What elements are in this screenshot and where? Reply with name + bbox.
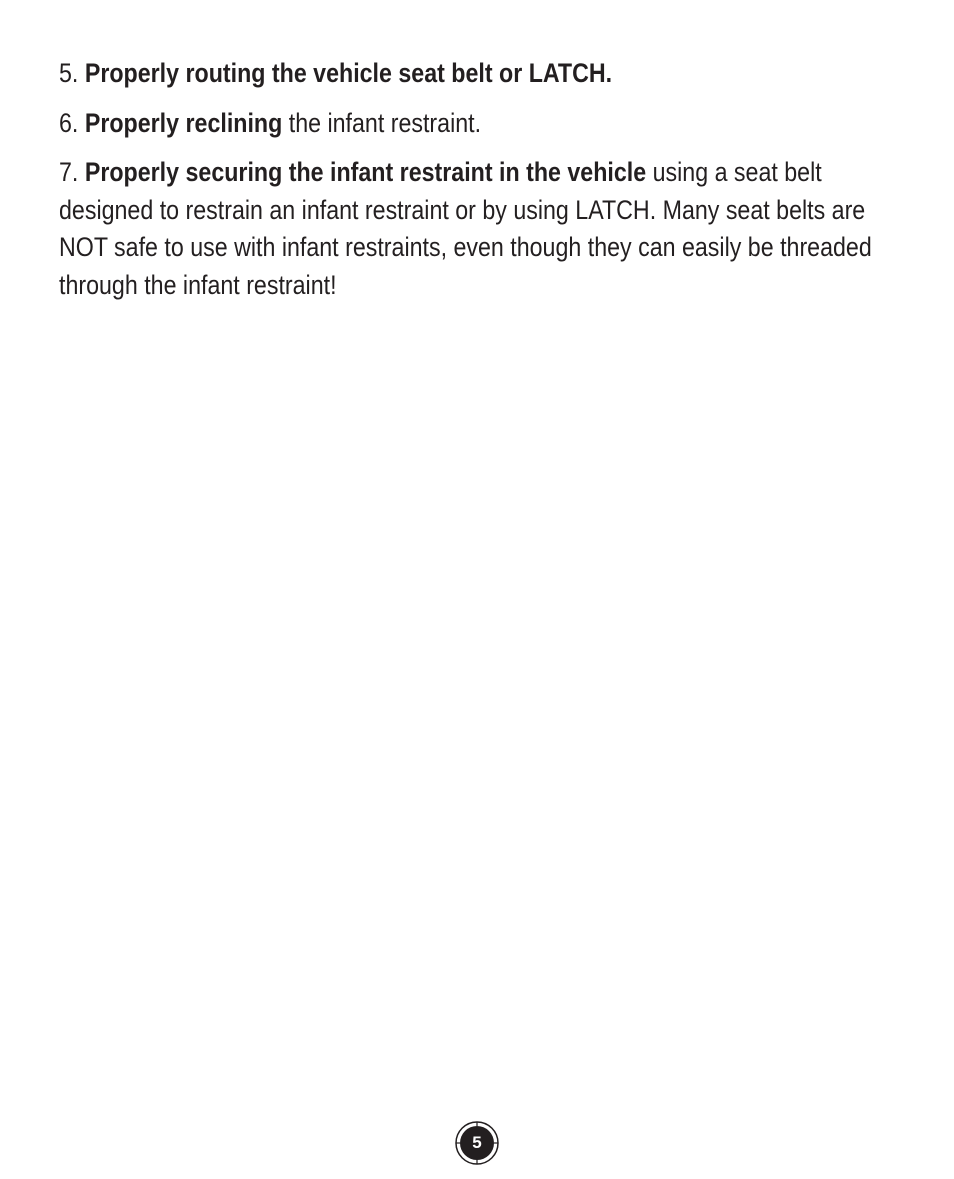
- instruction-item-7: [59, 154, 909, 304]
- instruction-item-6: [59, 105, 909, 143]
- item-number: 5.: [59, 58, 79, 88]
- instruction-list: [59, 55, 909, 304]
- item-bold-text: Properly securing the infant restraint in the vehicle: [84, 157, 647, 187]
- instruction-item-5: [59, 55, 909, 93]
- item-text: using a seat belt designed to restrain an infant restraint or by using LATCH. Many seat belts are NOT safe to use with infant restraints, even though they can easily be threaded through the infant restraint!: [59, 157, 872, 300]
- item-bold-text: Properly routing the vehicle seat belt or LATCH.: [84, 58, 613, 88]
- item-text: the infant restraint.: [288, 107, 482, 138]
- item-bold-text: Properly reclining: [84, 107, 283, 138]
- page-number: 5: [472, 1133, 482, 1152]
- item-number: 7.: [59, 157, 79, 187]
- item-number: 6.: [59, 107, 79, 138]
- page-number-badge: [455, 1121, 499, 1165]
